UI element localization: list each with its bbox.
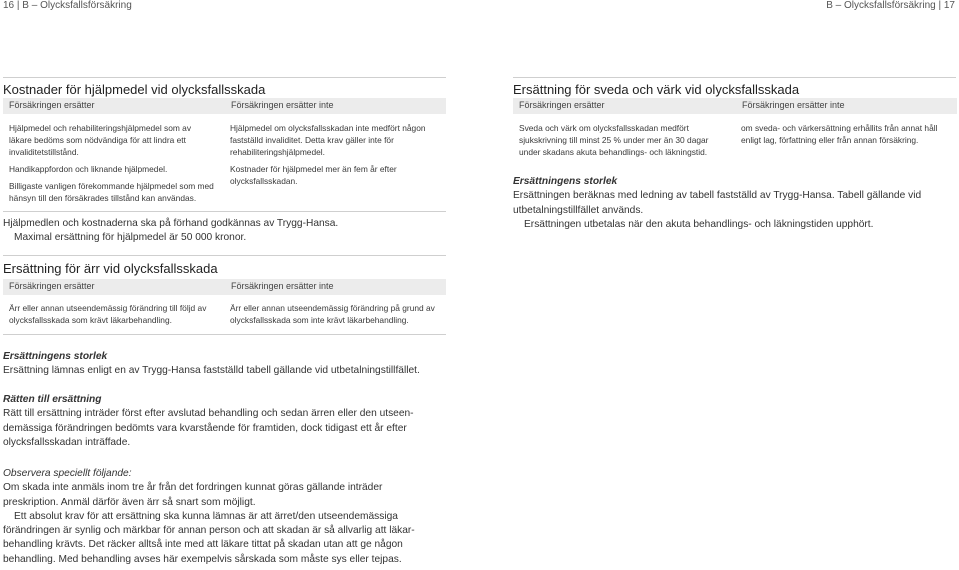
arr-observera-section xyxy=(3,467,453,567)
arr-not-covered-text: Ärr eller annan utseendemässig förändring på grund av olycksfallsskada som inte krävt läkarbehandling. xyxy=(230,303,435,325)
arr-ratten-line-2: demässiga förändringen bedömts vara kvarstående för framtiden, dock tidigast ett år efter xyxy=(3,422,407,434)
arr-header-bar xyxy=(3,279,446,295)
sveda-storlek-line-2: utbetalningstillfället används. xyxy=(513,204,644,216)
arr-krav-line-3: behandling krävts. Det räcker alltså inte med att läkare tittat på skadan utan att ge någon xyxy=(3,539,403,551)
hjalpmedel-bottom-rule xyxy=(3,211,446,212)
arr-ratten-line-3: olycksfallsskadan inträffade. xyxy=(3,436,131,448)
arr-ratten-line-1: Rätt till ersättning inträder först efter avslutad behandling och sedan ärren eller den utseen- xyxy=(3,408,414,420)
arr-col-not-covered: Försäkringen ersätter inte xyxy=(231,281,334,291)
hjalpmedel-note-approval: Hjälpmedlen och kostnaderna ska på förhand godkännas av Trygg-Hansa. xyxy=(3,218,339,229)
hjalpmedel-covered-para-1: Hjälpmedel och rehabiliteringshjälpmedel som av läkare bedöms som nödvändiga för att lindra ett invaliditetstillstånd. xyxy=(9,123,192,157)
sveda-title: Ersättning för sveda och värk vid olycksfallsskada xyxy=(513,82,800,97)
hjalpmedel-col-covered: Försäkringen ersätter xyxy=(9,100,95,110)
hjalpmedel-covered-para-2: Handikappfordon och liknande hjälpmedel. xyxy=(9,164,168,174)
hjalpmedel-note-max: Maximal ersättning för hjälpmedel är 50 000 kronor. xyxy=(14,232,247,244)
arr-storlek-text: Ersättning lämnas enligt en av Trygg-Hansa fastställd tabell gällande vid utbetalningstillfället. xyxy=(3,365,420,377)
hjalpmedel-not-covered-para-1: Hjälpmedel om olycksfallsskadan inte medfört någon fastställd invaliditet. Detta krav gäller inte för rehabiliteringshjälpmedel. xyxy=(230,123,426,157)
sveda-storlek-section xyxy=(513,175,957,232)
hjalpmedel-covered-text xyxy=(9,122,215,209)
hjalpmedel-notes xyxy=(3,217,446,246)
sveda-storlek-line-1: Ersättningen beräknas med ledning av tabell fastställd av Trygg-Hansa. Tabell gällande vid xyxy=(513,190,922,202)
arr-storlek-heading: Ersättningens storlek xyxy=(3,351,108,362)
hjalpmedel-title: Kostnader för hjälpmedel vid olycksfallsskada xyxy=(3,82,266,97)
arr-bottom-rule xyxy=(3,334,446,335)
hjalpmedel-col-not-covered: Försäkringen ersätter inte xyxy=(231,100,334,110)
arr-observera-heading: Observera speciellt följande: xyxy=(3,468,132,479)
arr-storlek-section xyxy=(3,350,453,379)
page-header-right: B – Olycksfallsförsäkring | 17 xyxy=(826,0,955,11)
arr-ratten-heading: Rätten till ersättning xyxy=(3,394,102,405)
arr-top-rule xyxy=(3,255,446,256)
hjalpmedel-not-covered-para-2: Kostnader för hjälpmedel mer än fem år efter olycksfallsskadan. xyxy=(230,164,397,186)
sveda-header-bar xyxy=(513,98,957,114)
arr-title: Ersättning för ärr vid olycksfallsskada xyxy=(3,261,218,276)
page-header-left: 16 | B – Olycksfallsförsäkring xyxy=(3,0,132,11)
arr-ratten-section xyxy=(3,393,453,450)
arr-observera-line-1: Om skada inte anmäls inom tre år från det fordringen kunnat göras gällande inträder xyxy=(3,482,383,494)
sveda-top-rule xyxy=(513,77,956,78)
sveda-covered-text: Sveda och värk om olycksfallsskadan medfört sjukskrivning till minst 25 % under mer än 30 dagar under skadans akuta behandlings- och läkningstid. xyxy=(519,123,709,157)
arr-col-covered: Försäkringen ersätter xyxy=(9,281,95,291)
sveda-storlek-heading: Ersättningens storlek xyxy=(513,176,618,187)
sveda-col-covered: Försäkringen ersätter xyxy=(519,100,605,110)
hjalpmedel-covered-para-3: Billigaste vanligen förekommande hjälpmedel som med hänsyn till den försäkrades tillstånd kan användas. xyxy=(9,181,214,203)
arr-covered-text: Ärr eller annan utseendemässig förändring till följd av olycksfallsskada som krävt läkarbehandling. xyxy=(9,303,207,325)
hjalpmedel-top-rule xyxy=(3,77,446,78)
arr-krav-line-1: Ett absolut krav för att ersättning ska kunna lämnas är att ärret/den utseendemässiga xyxy=(14,510,398,522)
arr-krav-line-2: förändringen är synlig och märkbar för annan person och att skadan är så allvarlig att läkar- xyxy=(3,525,415,537)
sveda-not-covered-text: om sveda- och värkersättning erhållits från annat håll enligt lag, författning eller från annan försäkring. xyxy=(741,123,938,145)
sveda-col-not-covered: Försäkringen ersätter inte xyxy=(742,100,845,110)
hjalpmedel-header-bar xyxy=(3,98,446,114)
sveda-storlek-payout: Ersättningen utbetalas när den akuta behandlings- och läkningstiden upphört. xyxy=(524,218,874,230)
arr-krav-line-4: behandling. Med behandling avses här exempelvis sårskada som måste sys eller tejpas. xyxy=(3,553,402,565)
arr-observera-line-2: preskription. Anmäl därför även ärr så snart som möjligt. xyxy=(3,496,256,508)
hjalpmedel-not-covered-text xyxy=(230,122,438,192)
